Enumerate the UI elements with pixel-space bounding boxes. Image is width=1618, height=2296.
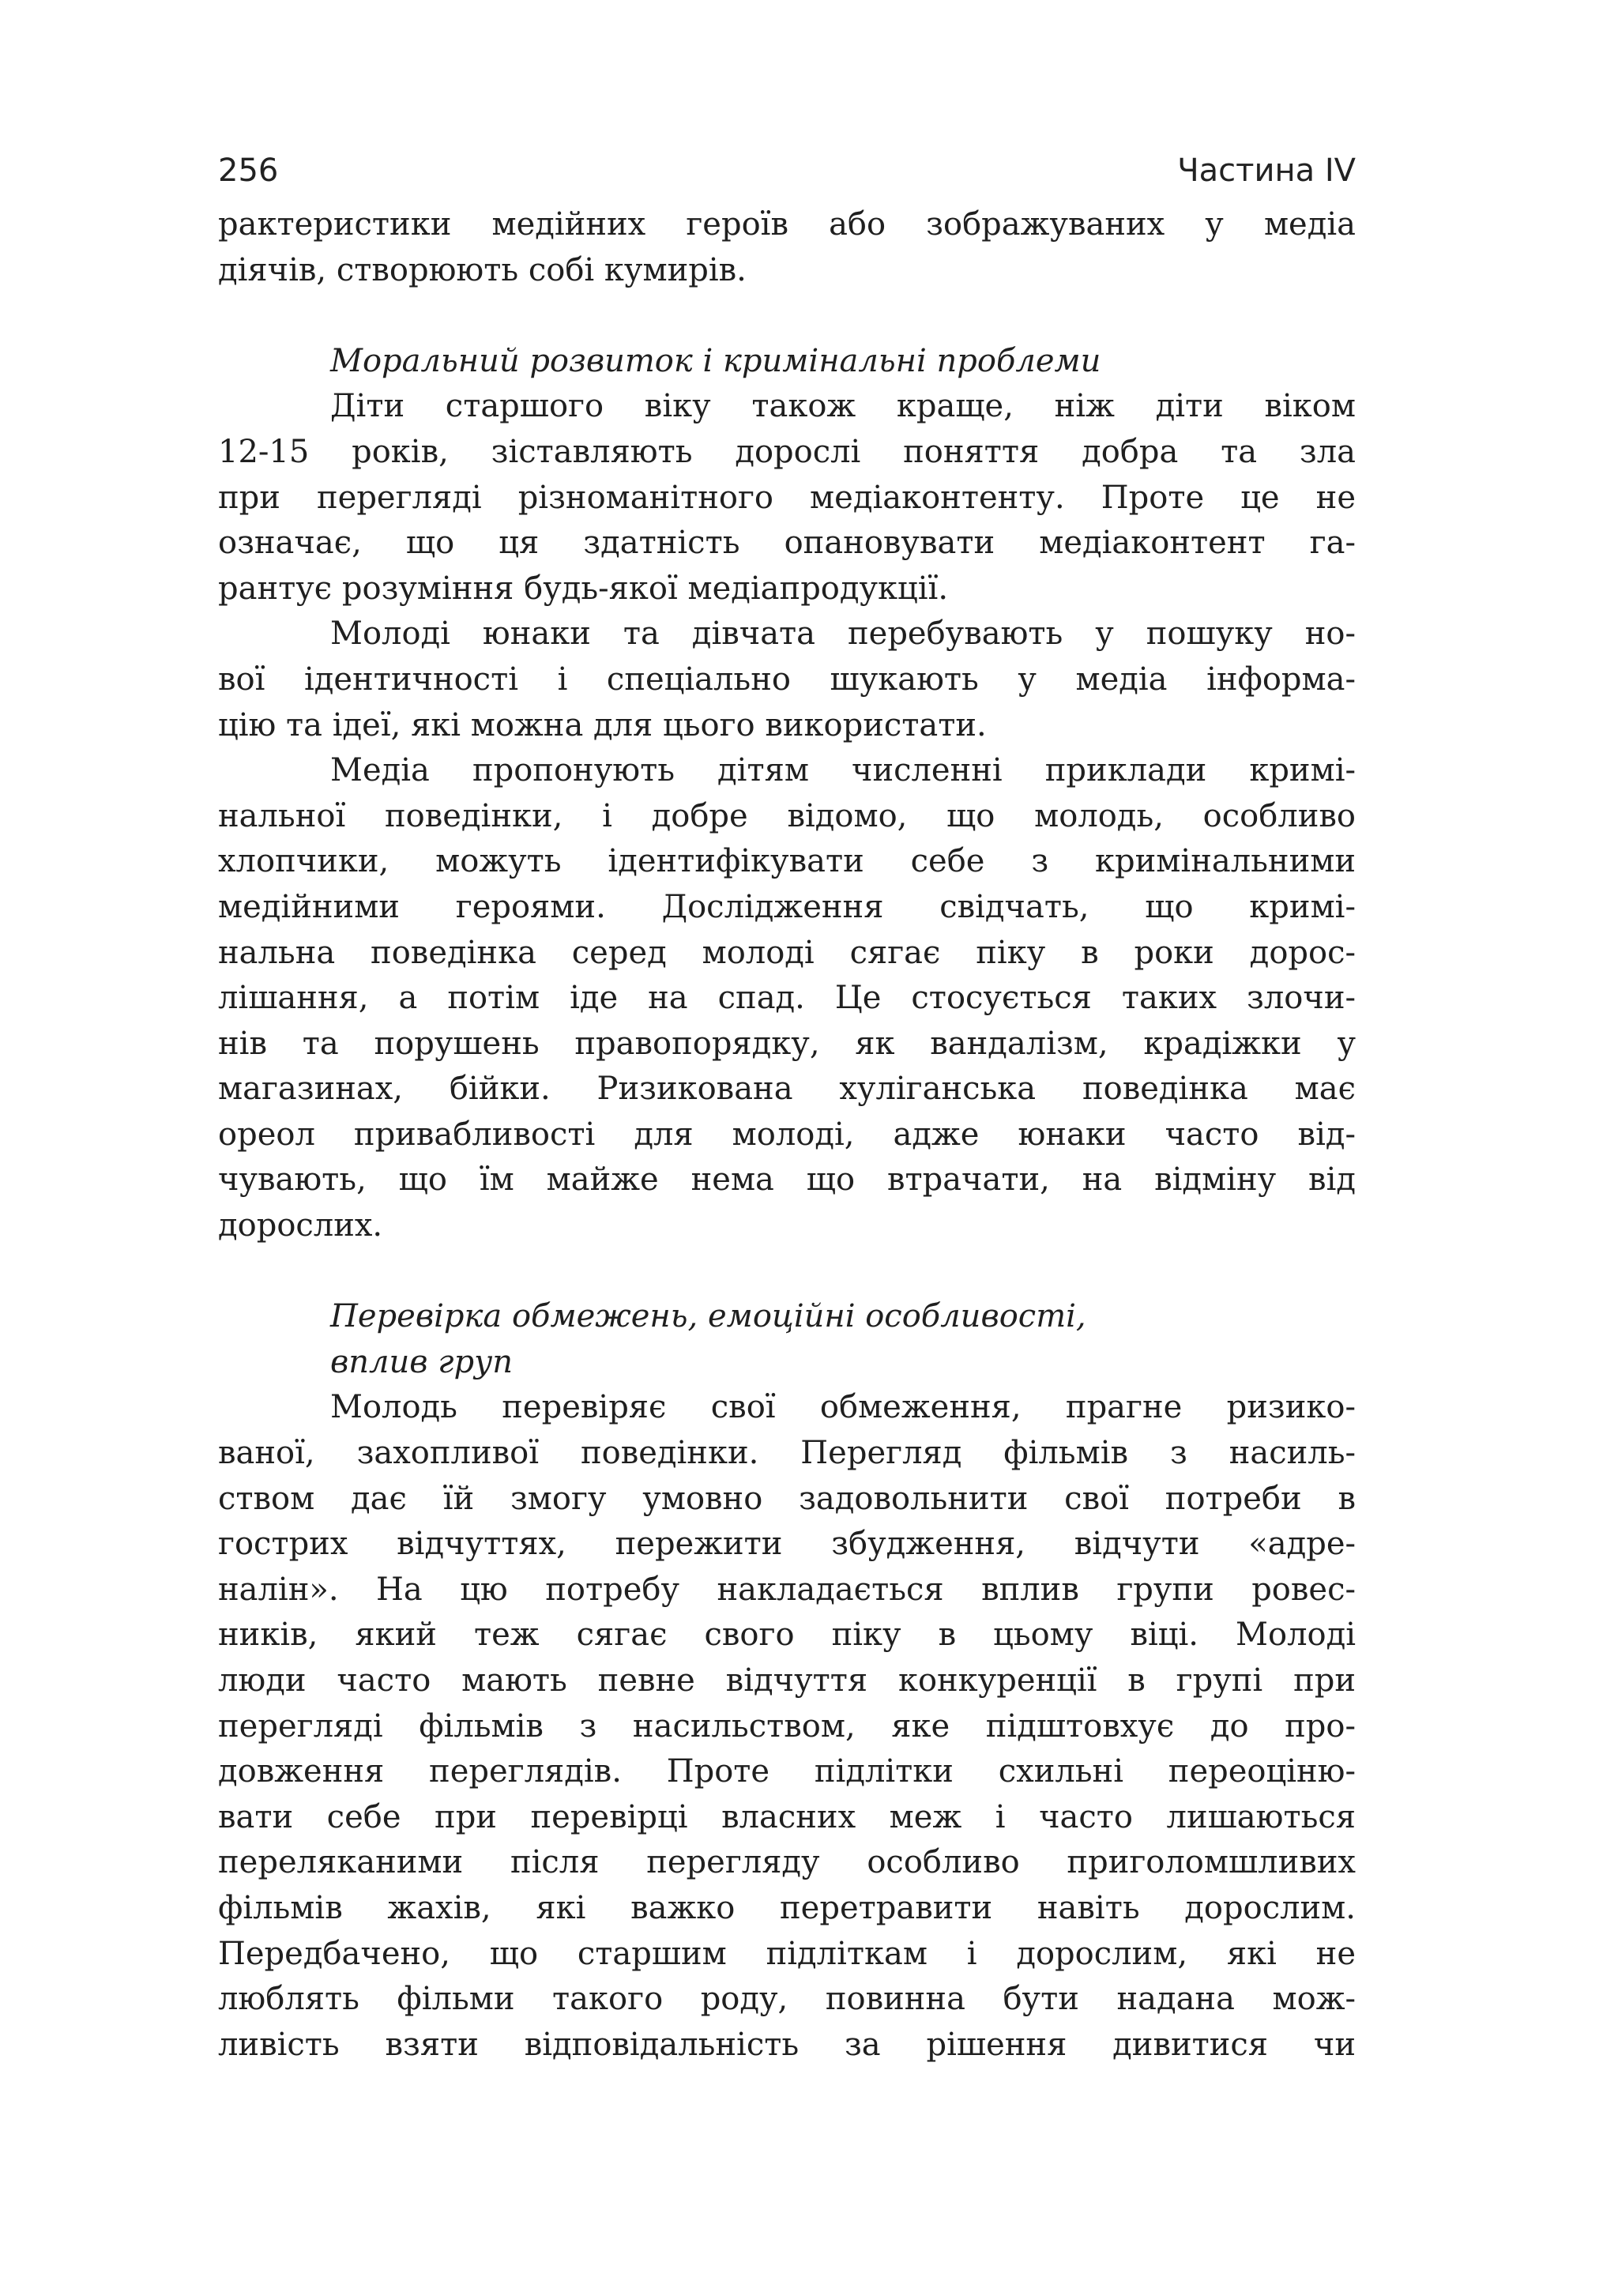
heading-line: Моральний розвиток і кримінальні проблеми [330,342,1101,379]
text-line: лішання, а потім іде на спад. Це стосується таких злочи- [218,980,1356,1017]
paragraph [218,612,1356,748]
spacer [218,293,1356,339]
text-line: вати себе при перевірці власних меж і часто лишаються [218,1798,1356,1835]
text-line: нальної поведінки, і добре відомо, що молодь, особливо [218,797,1356,834]
text-line: довження переглядів. Проте підлітки схильні переоціню- [218,1753,1356,1790]
text-line: рантує розуміння будь-якої медіапродукції. [218,570,949,607]
text-line: Діти старшого віку також краще, ніж діти віком [330,388,1356,425]
text-line: перегляді фільмів з насильством, яке підштовхує до про- [218,1707,1356,1745]
text-line: ством дає їй змогу умовно задовольнити свої потреби в [218,1480,1356,1517]
text-line: при перегляді різноманітного медіаконтенту. Проте це не [218,479,1356,516]
page-number: 256 [218,152,279,189]
heading-line: Перевірка обмежень, емоційні особливості, [330,1298,1086,1335]
text-line: ників, який теж сягає свого піку в цьому віці. Молоді [218,1617,1356,1654]
text-line: ваної, захопливої поведінки. Перегляд фільмів з насиль- [218,1435,1356,1472]
text-line: цію та ідеї, які можна для цього використати. [218,706,987,743]
text-line: хлопчики, можуть ідентифікувати себе з кримінальними [218,843,1356,880]
text-line: налін». На цю потребу накладається вплив групи ровес- [218,1571,1356,1608]
spacer [218,1249,1356,1295]
text-line: Молоді юнаки та дівчата перебувають у пошуку но- [330,615,1356,653]
section-heading-moral-development [218,339,1356,385]
text-line: Молодь перевіряє свої обмеження, прагне ризико- [330,1389,1356,1426]
text-line: гострих відчуттях, пережити збудження, відчути «адре- [218,1526,1356,1563]
text-line: люблять фільми такого роду, повинна бути надана мож- [218,1981,1356,2018]
text-line: чувають, що їм майже нема що втрачати, на відміну від [218,1161,1356,1199]
text-line: вої ідентичності і спеціально шукають у медіа інформа- [218,661,1356,698]
text-line: медійними героями. Дослідження свідчать, що кримі- [218,888,1356,925]
text-line: люди часто мають певне відчуття конкуренції в групі при [218,1662,1356,1699]
text-line: Передбачено, що старшим підліткам і дорослим, які не [218,1935,1356,1972]
text-line: діячів, створюють собі кумирів. [218,251,747,288]
text-line: Медіа пропонують дітям численні приклади кримі- [330,752,1356,789]
text-line: переляканими після перегляду особливо приголомшливих [218,1844,1356,1881]
heading-line: вплив груп [330,1343,514,1380]
text-line: 12-15 років, зіставляють дорослі поняття добра та зла [218,433,1356,470]
running-header [218,147,1356,194]
text-line: нальна поведінка серед молоді сягає піку в роки дорос- [218,934,1356,971]
continuation-paragraph [218,202,1356,293]
text-line: рактеристики медійних героїв або зображуваних у медіа [218,206,1356,243]
text-line: ливість взяти відповідальність за рішення дивитися чи [218,2026,1356,2063]
paragraph [218,748,1356,1249]
body-text [218,202,1356,2068]
text-line: нів та порушень правопорядку, як вандалізм, крадіжки у [218,1025,1356,1062]
text-line: означає, що ця здатність опановувати медіаконтент га- [218,525,1356,562]
text-line: фільмів жахів, які важко перетравити навіть дорослим. [218,1889,1356,1926]
text-line: ореол привабливості для молоді, адже юнаки часто від- [218,1116,1356,1153]
text-line: магазинах, бійки. Ризикована хуліганська поведінка має [218,1071,1356,1108]
text-line: дорослих. [218,1207,383,1244]
running-title: Частина IV [1177,152,1356,189]
section-heading-testing-limits [218,1294,1356,1385]
paragraph [218,384,1356,612]
paragraph [218,1385,1356,2068]
